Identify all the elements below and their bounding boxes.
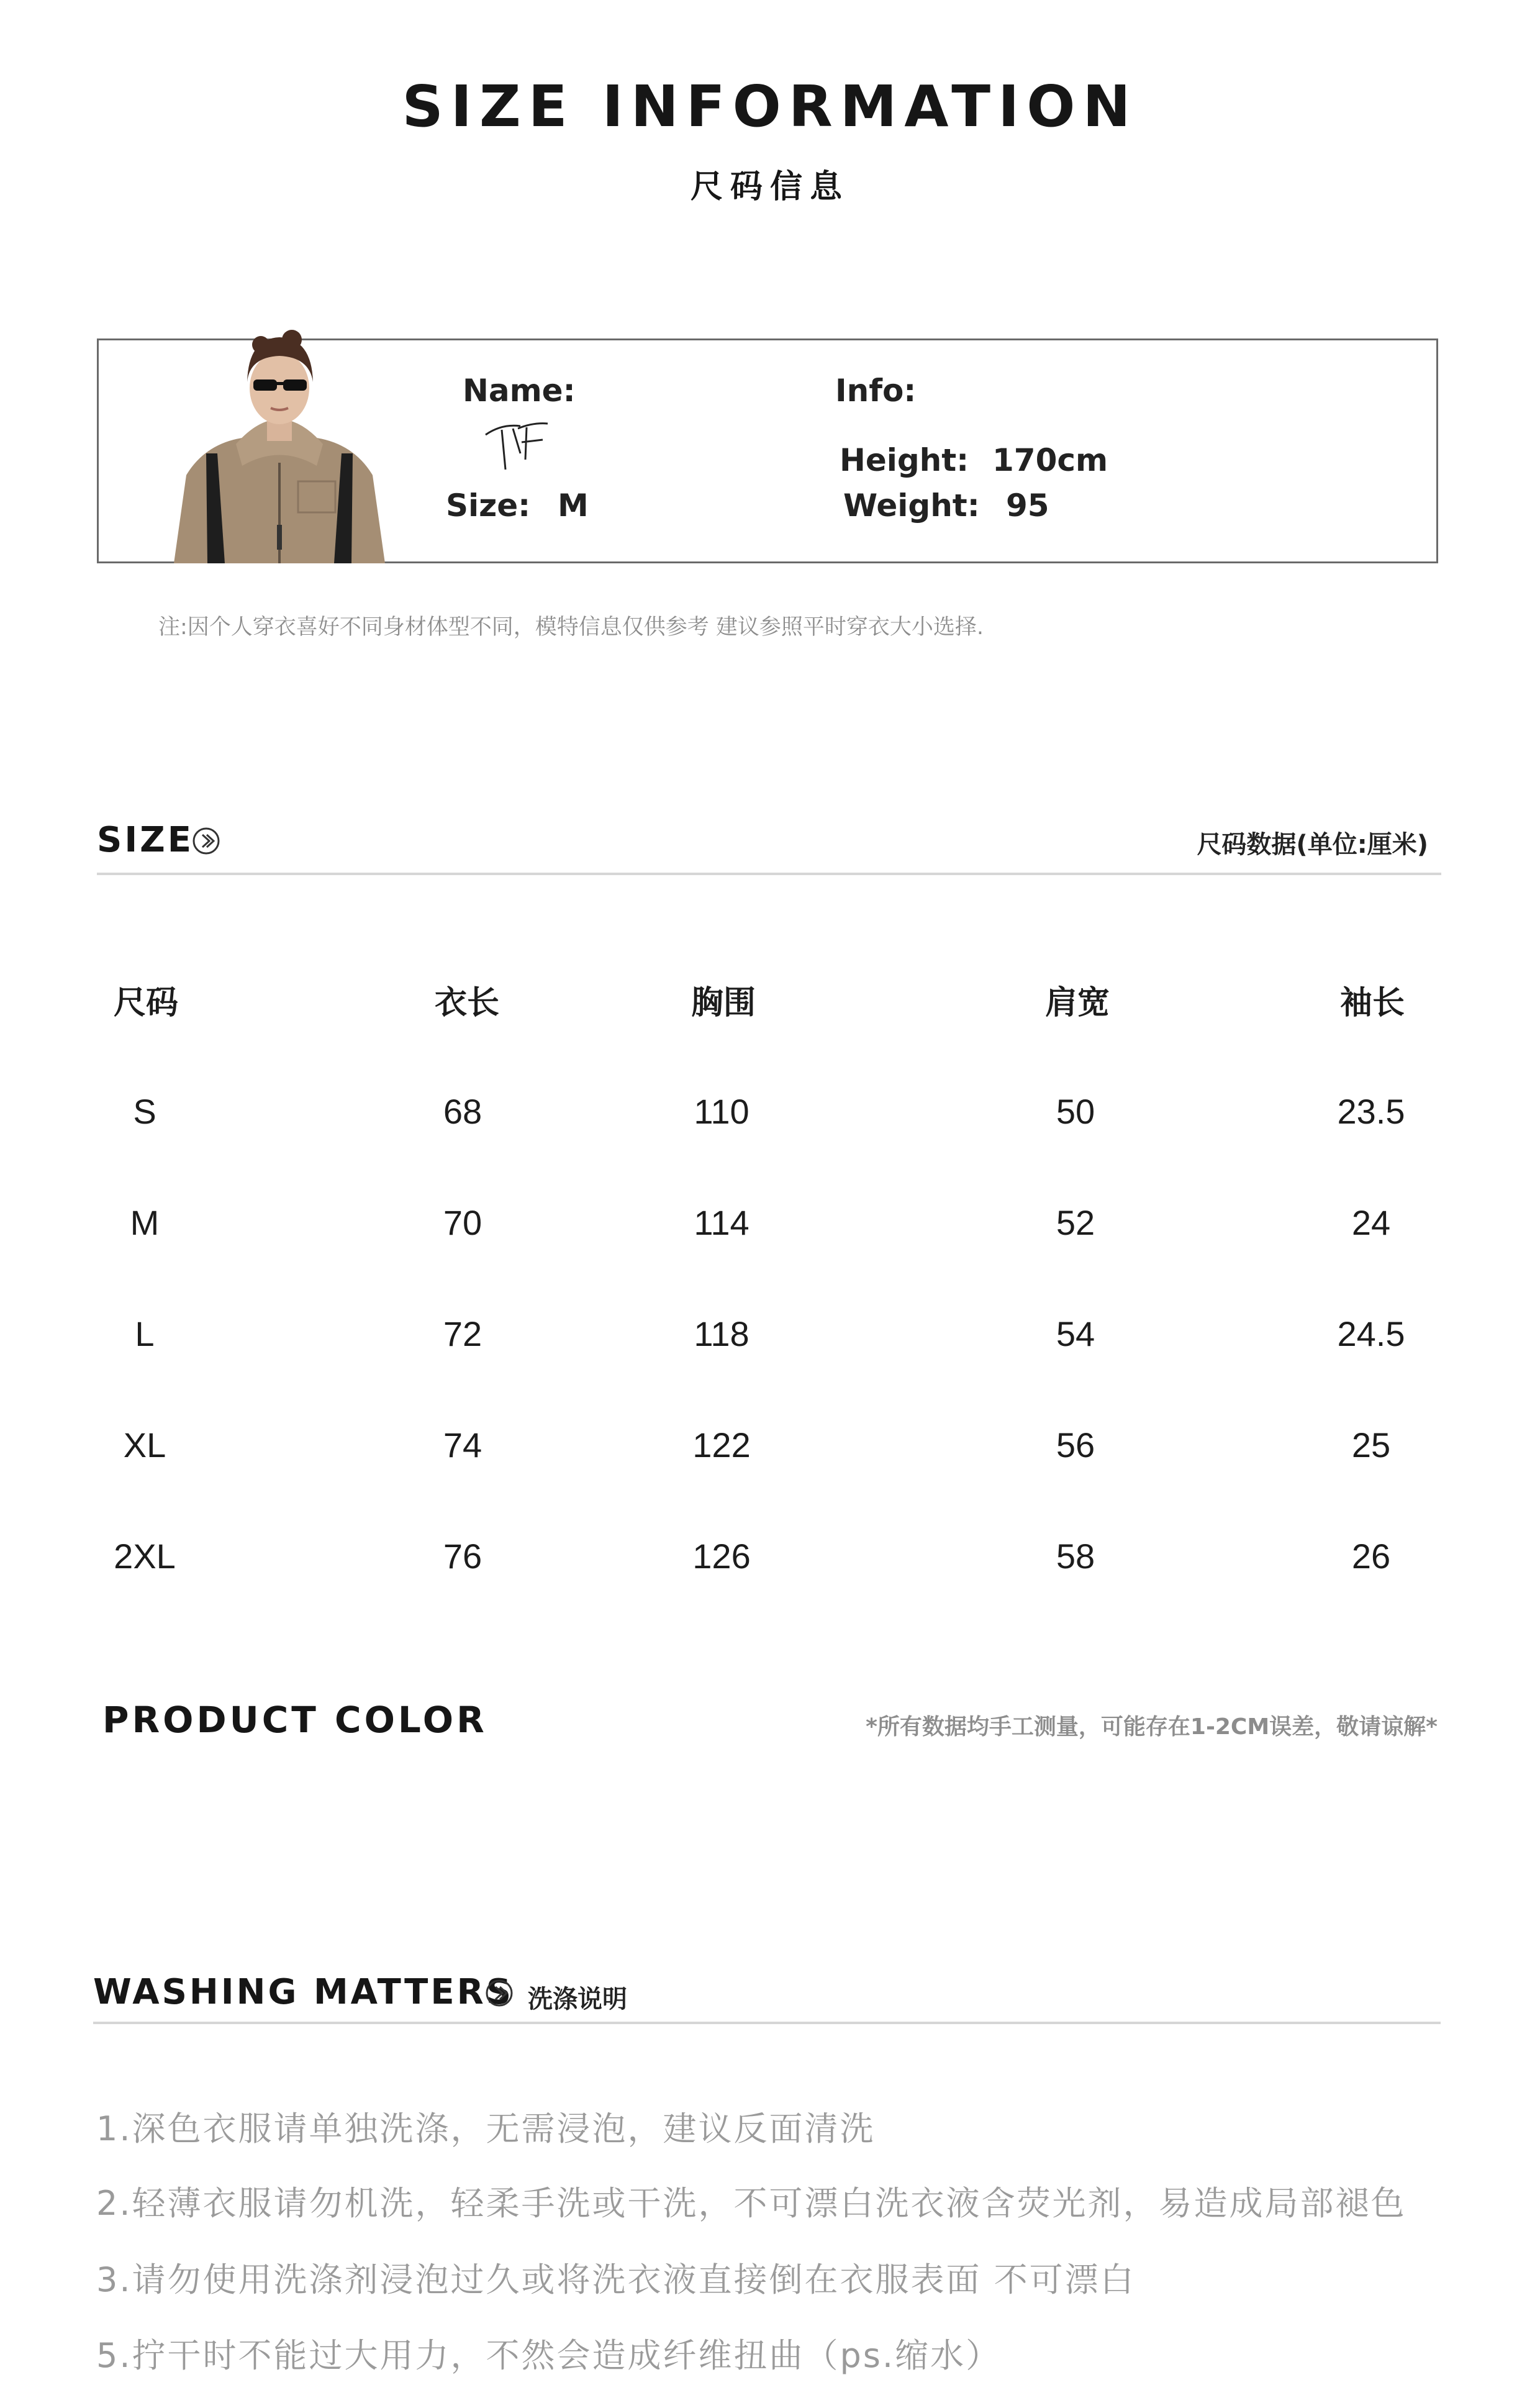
model-size-label: Size: [446, 488, 531, 524]
size-table-header: 肩宽 [1044, 984, 1110, 1022]
size-table-cell: L [135, 1314, 155, 1353]
size-table-cell: 58 [1056, 1537, 1095, 1576]
size-table-cell: 126 [692, 1537, 751, 1576]
size-table-cell: 68 [443, 1092, 482, 1131]
size-table-header: 尺码 [113, 984, 178, 1022]
size-unit-note: 尺码数据(单位:厘米) [1197, 830, 1428, 859]
size-table-cell: M [130, 1203, 160, 1242]
size-table-cell: 122 [692, 1425, 751, 1465]
washing-instruction: 1.深色衣服请单独洗涤，无需浸泡，建议反面清洗 [96, 2109, 876, 2148]
circle-chevron-right-icon [484, 1978, 514, 2008]
washing-instruction: 3.请勿使用洗涤剂浸泡过久或将洗衣液直接倒在衣服表面 不可漂白 [96, 2260, 1136, 2299]
page-subtitle: 尺码信息 [690, 168, 849, 206]
size-table-cell: 74 [443, 1425, 482, 1465]
model-name-label: Name: [463, 373, 576, 409]
size-table-cell: 114 [694, 1203, 750, 1242]
size-table-header: 袖长 [1339, 984, 1405, 1022]
model-weight-label: Weight: [843, 488, 980, 524]
size-table-cell: 72 [443, 1314, 482, 1353]
size-section-title: SIZE [97, 820, 194, 860]
size-table-cell: 118 [694, 1314, 750, 1353]
size-table-cell: 2XL [114, 1537, 176, 1576]
measurement-error-note: *所有数据均手工测量，可能存在1-2CM误差，敬请谅解* [866, 1714, 1438, 1740]
washing-instruction: 2.轻薄衣服请勿机洗，轻柔手洗或干洗，不可漂白洗衣液含荧光剂，易造成局部褪色 [96, 2184, 1406, 2223]
washing-instruction: 5.拧干时不能过大用力，不然会造成纤维扭曲（ps.缩水） [96, 2336, 1002, 2375]
size-table-cell: 56 [1056, 1425, 1095, 1465]
washing-section-divider [93, 2022, 1441, 2024]
model-disclaimer-note: 注:因个人穿衣喜好不同身材体型不同，模特信息仅供参考 建议参照平时穿衣大小选择. [158, 615, 984, 640]
size-table-cell: 23.5 [1337, 1092, 1405, 1131]
size-table-header: 胸围 [691, 984, 756, 1022]
size-table-cell: 50 [1056, 1092, 1095, 1131]
washing-section-title: WASHING MATTERS [93, 1972, 514, 2012]
size-table-cell: 110 [694, 1092, 750, 1131]
model-height-label: Height: [840, 442, 969, 478]
page-title: SIZE INFORMATION [402, 73, 1138, 140]
size-table-cell: 54 [1056, 1314, 1095, 1353]
size-table-cell: 25 [1351, 1425, 1391, 1465]
size-table-cell: S [133, 1092, 156, 1131]
model-info-label: Info: [835, 373, 917, 409]
size-table-cell: 24.5 [1337, 1314, 1405, 1353]
washing-section-subtitle: 洗涤说明 [528, 1985, 627, 2014]
model-size-value: M [558, 488, 589, 524]
size-table-cell: 24 [1351, 1203, 1391, 1242]
size-table-cell: XL [123, 1425, 166, 1465]
model-weight-value: 95 [1006, 488, 1049, 524]
size-table-cell: 76 [443, 1537, 482, 1576]
size-table-cell: 52 [1056, 1203, 1095, 1242]
size-table-cell: 70 [443, 1203, 482, 1242]
product-color-title: PRODUCT COLOR [102, 1699, 487, 1741]
model-height-value: 170cm [992, 442, 1108, 478]
size-table-header: 衣长 [434, 984, 499, 1022]
size-table-cell: 26 [1351, 1537, 1391, 1576]
